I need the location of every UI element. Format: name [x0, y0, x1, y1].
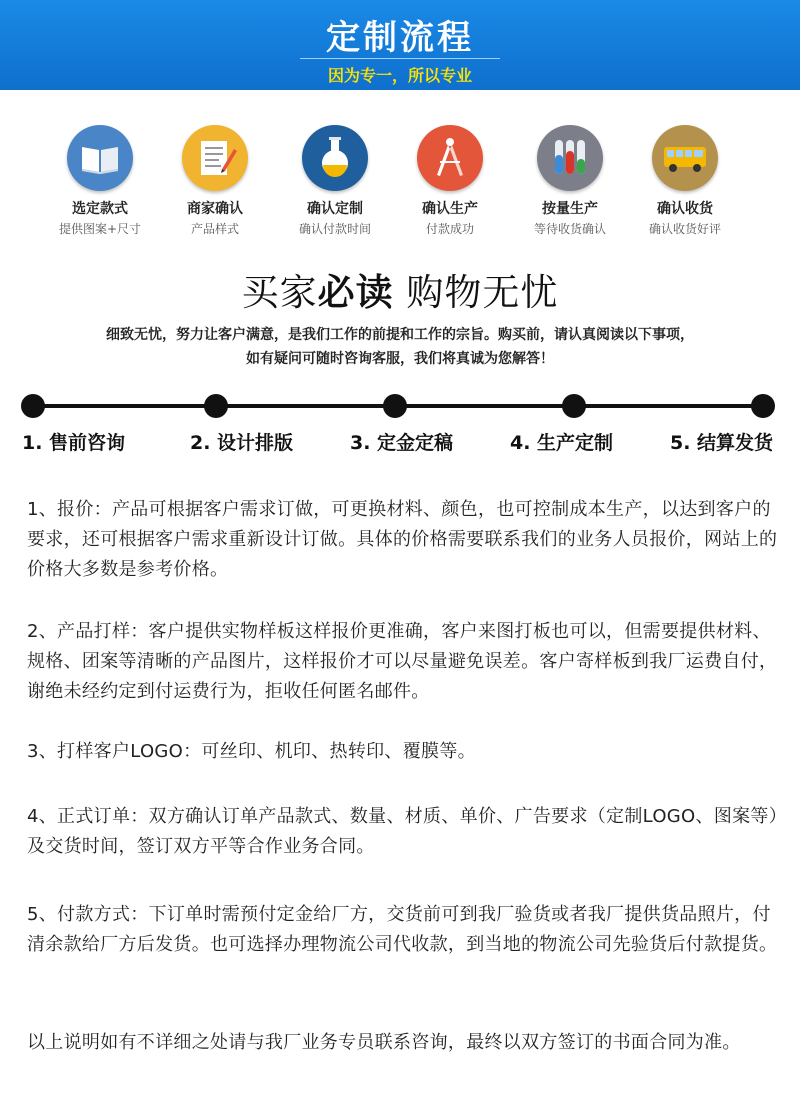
step-subtitle: 确认付款时间 [298, 222, 371, 236]
step-title: 确认定制 [307, 201, 363, 217]
step-title: 确认收货 [657, 201, 713, 217]
book-icon [67, 125, 133, 191]
step-title: 选定款式 [72, 201, 128, 217]
step-subtitle: 产品样式 [190, 222, 239, 236]
notice-headline [0, 262, 800, 316]
step-confirm-receipt [625, 125, 745, 237]
header-divider [300, 58, 500, 59]
step-select-style [40, 125, 160, 237]
timeline-label: 4. 生产定制 [510, 432, 614, 454]
timeline-label: 2. 设计排版 [190, 432, 294, 454]
flask-icon [302, 125, 368, 191]
timeline-label: 5. 结算发货 [670, 432, 774, 454]
notice-paragraph-logo: 3、打样客户LOGO：可丝印、机印、热转印、覆膜等。 [27, 741, 476, 762]
step-subtitle: 等待收货确认 [533, 222, 606, 236]
header-banner [0, 0, 800, 90]
headline-part: 买家 [241, 271, 318, 314]
step-title: 确认生产 [422, 201, 478, 217]
notice-paragraph-quote: 1、报价：产品可根据客户需求订做，可更换材料、颜色，也可控制成本生产，以达到客户的要求，还可根据客户需求重新设计订做。具体的价格需要联系我们的业务人员报价，网站上的价格大多数是参考价格。 [27, 499, 778, 580]
timeline-label: 1. 售前咨询 [22, 432, 126, 454]
headline-emphasis: 必读 [317, 271, 394, 314]
intro-line: 如有疑问可随时咨询客服，我们将真诚为您解答！ [246, 351, 554, 367]
intro-line: 细致无忧，努力让客户满意，是我们工作的前提和工作的宗旨。购买前，请认真阅读以下事项， [106, 327, 694, 343]
compass-icon [417, 125, 483, 191]
timeline-dot [383, 394, 407, 418]
timeline-dot [562, 394, 586, 418]
step-subtitle: 提供图案+尺寸 [58, 222, 142, 236]
step-title: 按量生产 [542, 201, 598, 217]
timeline-dot [21, 394, 45, 418]
timeline-dot [204, 394, 228, 418]
page-title: 定制流程 [326, 18, 474, 58]
test-tubes-icon [537, 125, 603, 191]
page-subtitle: 因为专一，所以专业 [327, 66, 472, 85]
headline-part: 购物无忧 [393, 271, 559, 314]
timeline-label: 3. 定金定稿 [350, 432, 454, 454]
process-steps [40, 125, 780, 245]
step-subtitle: 付款成功 [425, 222, 474, 236]
document-pencil-icon [182, 125, 248, 191]
notice-paragraph-order: 4、正式订单：双方确认订单产品款式、数量、材质、单价、广告要求（定制LOGO、图案等）及交货时间，签订双方平等合作业务合同。 [27, 806, 779, 857]
step-confirm-production [390, 125, 510, 237]
step-subtitle: 确认收货好评 [648, 222, 721, 236]
step-confirm-custom [275, 125, 395, 237]
notice-paragraph-payment: 5、付款方式：下订单时需预付定金给厂方，交货前可到我厂验货或者我厂提供货品照片，付清余款给厂方后发货。也可选择办理物流公司代收款，到当地的物流公司先验货后付款提货。 [27, 904, 778, 955]
step-merchant-confirm [155, 125, 275, 237]
notice-paragraph-sample: 2、产品打样：客户提供实物样板这样报价更准确，客户来图打板也可以，但需要提供材料、规格、团案等清晰的产品图片，这样报价才可以尽量避免误差。客户寄样板到我厂运费自付，谢绝未经约定到付运费行为，拒收任何匿名邮件。 [27, 621, 778, 702]
step-title: 商家确认 [187, 201, 243, 217]
step-mass-production [510, 125, 630, 237]
timeline-dot [751, 394, 775, 418]
bus-icon [652, 125, 718, 191]
notice-paragraph-footer: 以上说明如有不详细之处请与我厂业务专员联系咨询，最终以双方签订的书面合同为准。 [27, 1032, 741, 1053]
